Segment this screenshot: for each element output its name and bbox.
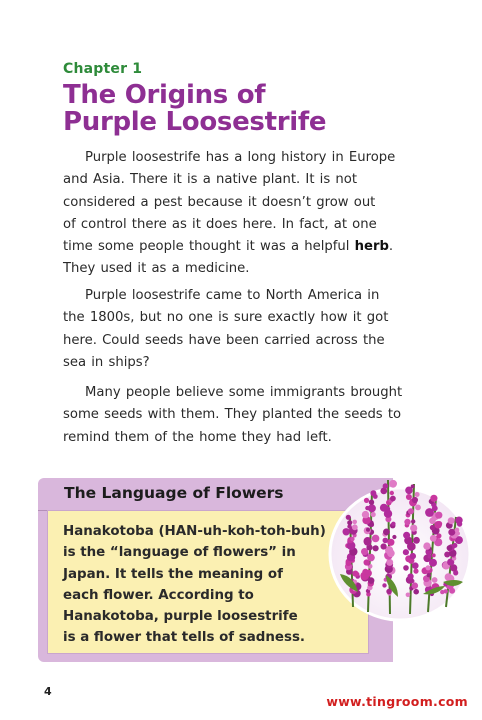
sidebar-line: Hanakotoba (HAN-uh-koh-toh-buh) (63, 524, 326, 539)
text-line (63, 236, 416, 258)
text-line: sea in ships? (63, 354, 150, 370)
body-paragraph-1 (63, 147, 416, 281)
text-line: considered a pest because it doesn’t grow out (63, 194, 376, 210)
watermark: www.tingroom.com (326, 694, 468, 709)
sidebar-line: is the “language of flowers” in (63, 545, 296, 561)
text-segment: . (388, 239, 394, 255)
text-line: Purple loosestrife has a long history in Europe (85, 150, 396, 165)
text-segment: time some people thought it was a helpful (63, 239, 355, 255)
text-line: here. Could seeds have been carried across the (63, 332, 385, 348)
text-line: remind them of the home they had left. (63, 429, 332, 445)
sidebar-line: is a flower that tells of sadness. (63, 630, 306, 646)
sidebar-title: The Language of Flowers (64, 484, 284, 502)
text-line: some seeds with them. They planted the seeds to (63, 407, 402, 423)
text-line: the 1800s, but no one is sure exactly how it got (63, 310, 389, 326)
chapter-title-line: Purple Loosestrife (63, 107, 327, 137)
sidebar-text (63, 521, 363, 649)
chapter-title (63, 82, 443, 136)
text-line: of control there as it does here. In fact, at one (63, 216, 377, 232)
chapter-label: Chapter 1 (63, 61, 143, 77)
sidebar-line: each flower. According to (63, 587, 254, 603)
sidebar-line: Japan. It tells the meaning of (63, 566, 283, 582)
glossary-term-herb: herb (354, 239, 389, 255)
body-paragraph-2 (63, 285, 416, 374)
chapter-title-line: The Origins of (63, 80, 266, 110)
text-line: Purple loosestrife came to North America in (85, 288, 380, 303)
text-line: They used it as a medicine. (63, 261, 250, 277)
text-line: and Asia. There it is a native plant. It is not (63, 172, 358, 188)
text-line: Many people believe some immigrants brought (85, 385, 403, 400)
loosestrife-flower-icon (328, 462, 473, 622)
page-number: 4 (44, 685, 52, 698)
body-paragraph-3 (63, 382, 416, 449)
flower-image (328, 462, 473, 622)
sidebar-line: Hanakotoba, purple loosestrife (63, 609, 298, 625)
